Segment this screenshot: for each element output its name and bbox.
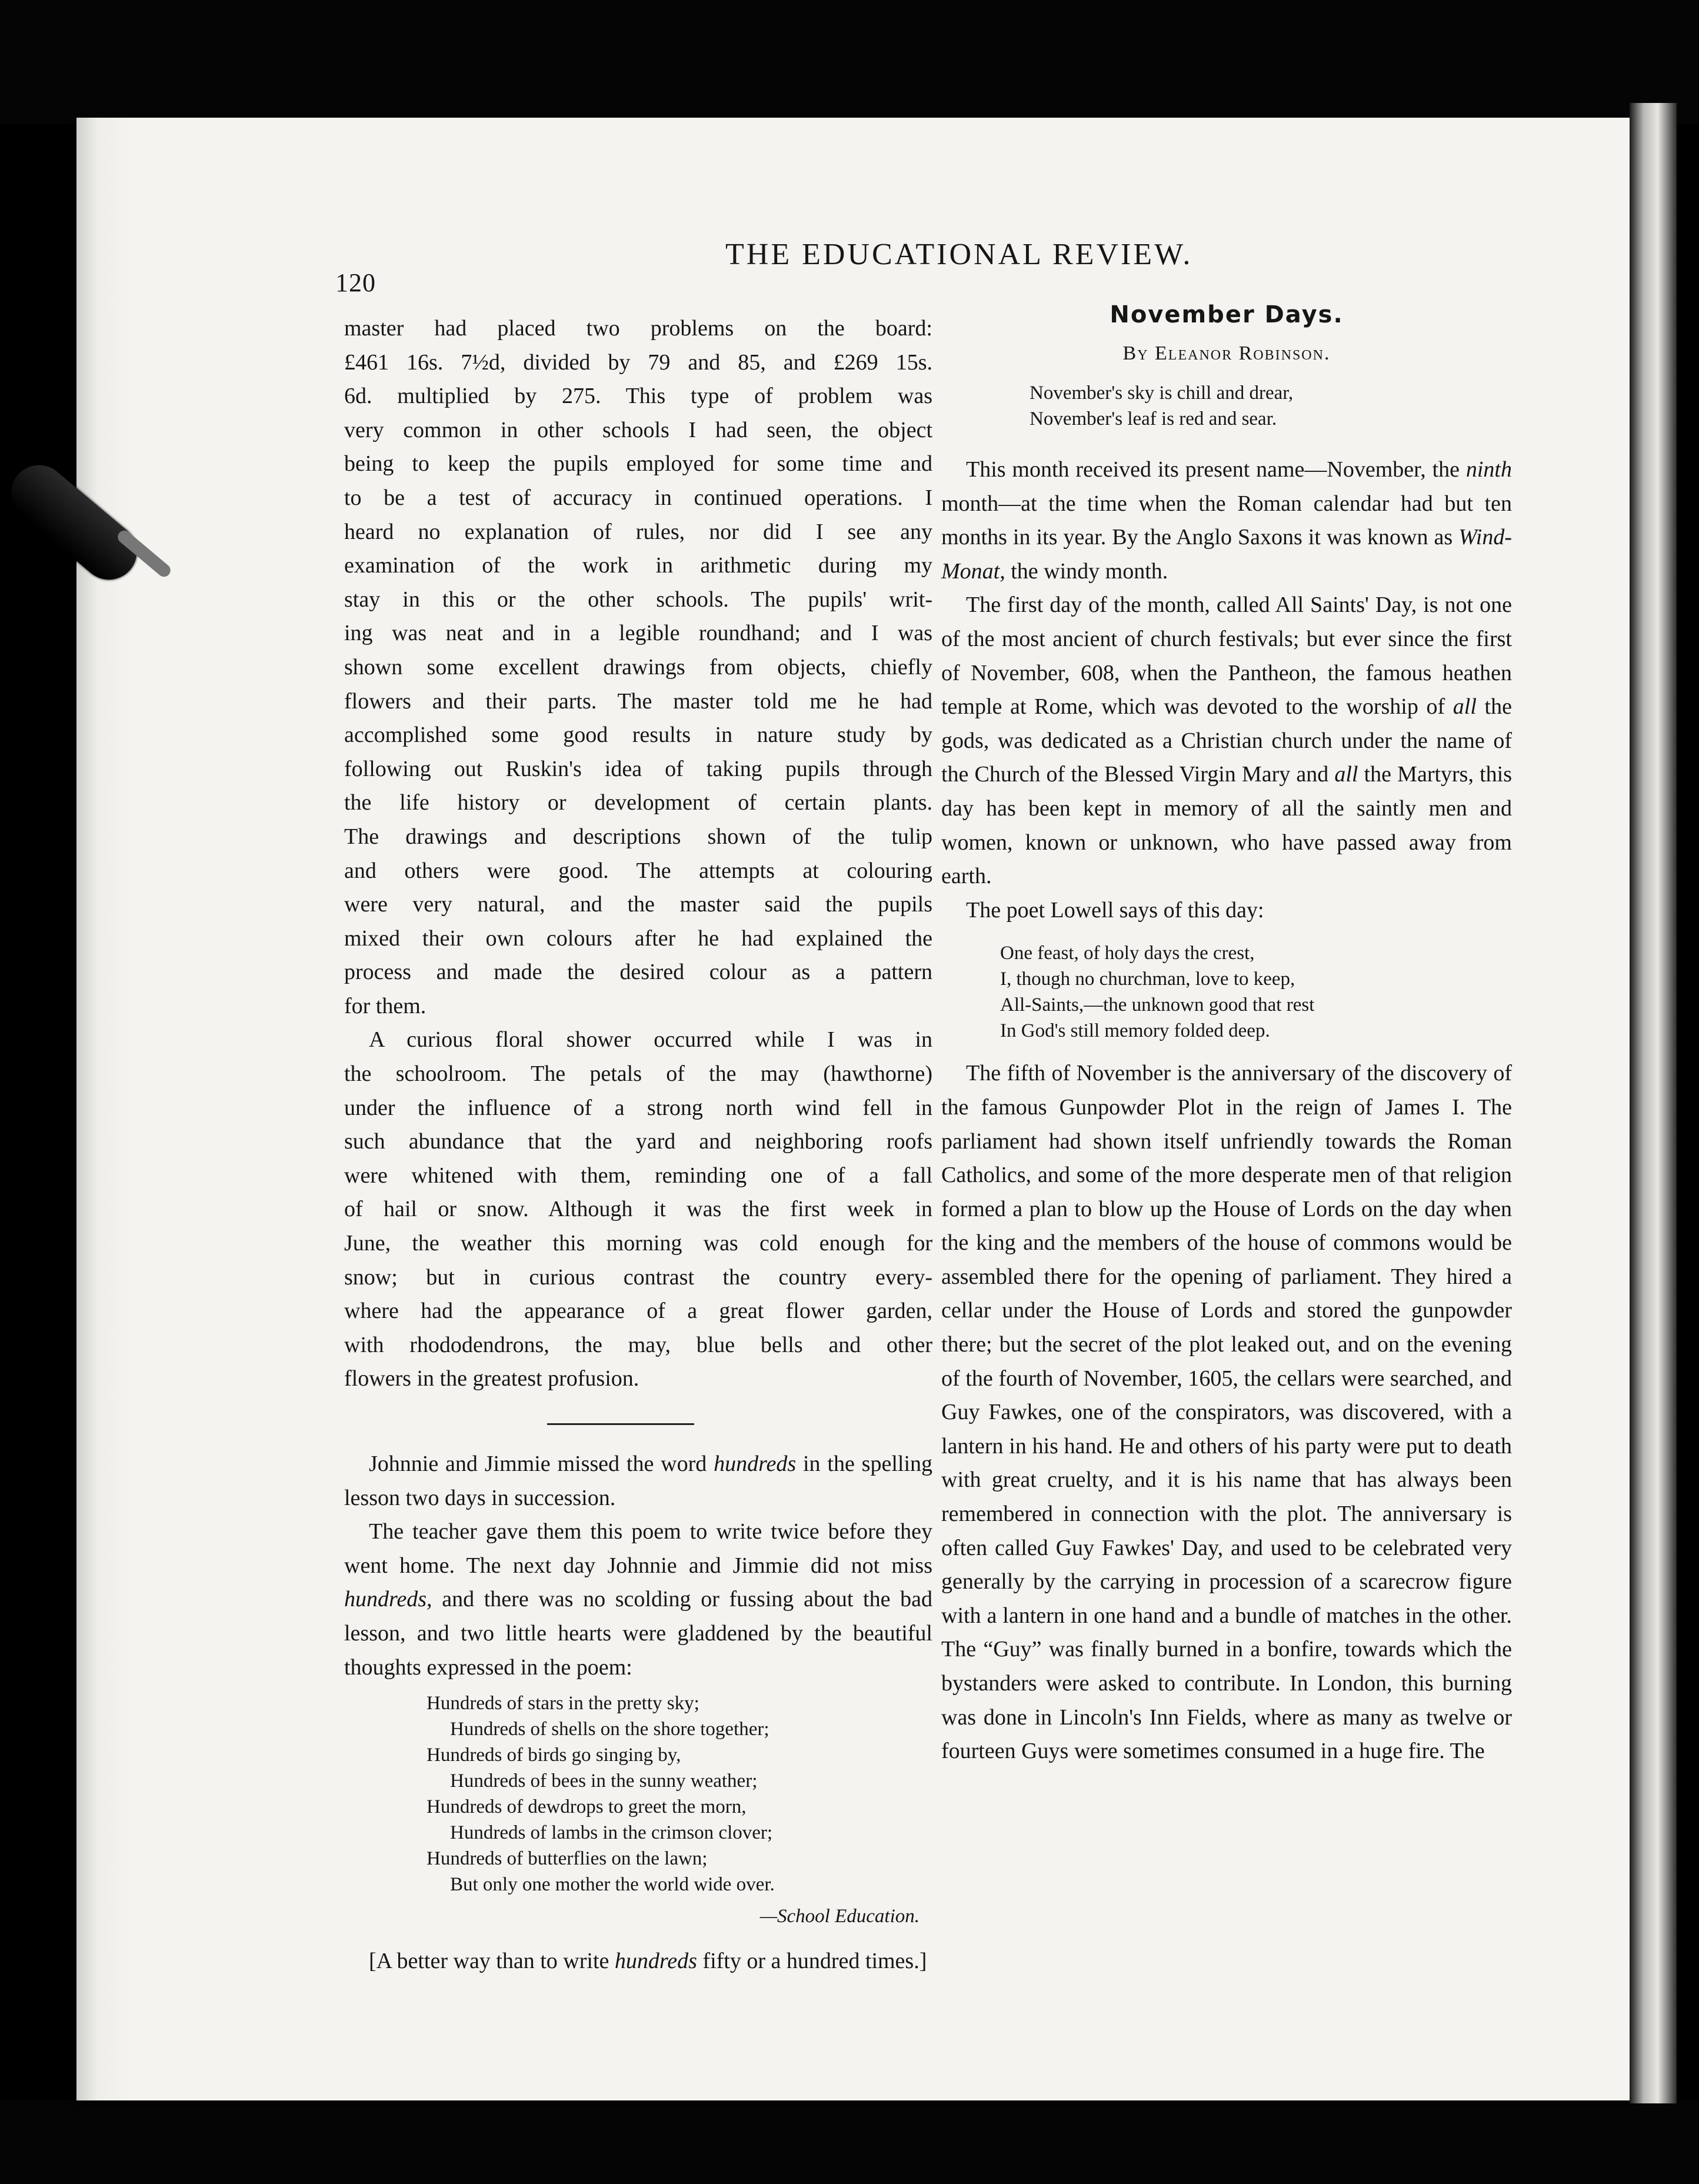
poem-line: Hundreds of dewdrops to greet the morn, [427,1796,747,1818]
left-column [344,312,932,1979]
paragraph-all-saints [941,588,1512,893]
poem-line: Hundreds of lambs in the crimson clover; [450,1822,773,1844]
text-run: and there was no scolding or fussing about the bad lesson, and two little hearts were gladdened by the beautiful thoughts expressed in the poem: [344,1587,932,1680]
text-line: for them. [344,993,427,1018]
paragraph-month-name [941,453,1512,588]
text-run: This month received its present name—November, the [966,457,1466,482]
paragraph-arithmetic [344,312,932,1023]
text-line: following out Ruskin's idea of taking pupils through [344,756,932,781]
text-line: were very natural, and the master said the pupils [344,892,932,917]
right-column [941,294,1512,1769]
running-title: THE EDUCATIONAL REVIEW. [725,238,1193,271]
paragraph-spelling [344,1447,932,1515]
verse-line: One feast, of holy days the crest, [1000,943,1255,964]
text-line: under the influence of a strong north wind fell in [344,1095,932,1120]
poem-hundreds [427,1690,932,1897]
text-line: ing was neat and in a legible roundhand; and I was [344,621,932,646]
poem-line: Hundreds of shells on the shore together; [450,1719,769,1740]
paragraph-gunpowder-plot: The fifth of November is the anniversary of the discovery of the famous Gunpowder Plot in the reign of James I. The parliament had shown itself unfriendly towards the Roman Catholics, and some of the more desperate men of that religion formed a plan to blow up the House of Lords on the day when the king and the members of the house of commons would be assembled there for the opening of parliament. They hired a cellar under the House of Lords and stored the gunpowder there; but the secret of the plot leaked out, and on the evening of the fourth of November, 1605, the cellars were searched, and Guy Fawkes, one of the conspirators, was discovered, with a lantern in his hand. He and others of his party were put to death with great cruelty, and it is his name that has always been remembered in connection with the plot. The anniversary is often called Guy Fawkes' Day, and used to be celebrated very generally by the carrying in procession of a scarecrow figure with a lantern in one hand and a bundle of matches in the other. The “Guy” was finally burned in a bonfire, towards which the bystanders were asked to contribute. In London, this burning was done in Lincoln's Inn Fields, where as many as twelve or fourteen Guys were sometimes consumed in a huge fire. The [941,1061,1512,1764]
emphasis-all: all [1334,762,1358,787]
paragraph-floral-shower [344,1023,932,1396]
editor-note [344,1945,932,1979]
verse-line: I, though no churchman, love to keep, [1000,968,1295,990]
emphasis-ninth: ninth [1465,457,1512,482]
emphasis-hundreds: hundreds [714,1451,797,1476]
text-line: the schoolroom. The petals of the may (hawthorne) [344,1061,932,1087]
text-line: stay in this or the other schools. The pupils' writ- [344,587,932,612]
poem-line: Hundreds of birds go singing by, [427,1744,681,1766]
emphasis-wind-monat: Wind-Monat, [941,525,1512,584]
paragraph-poem-intro [344,1515,932,1684]
emphasis-hundreds: hundreds, [344,1587,432,1612]
text-line: examination of the work in arithmetic during my [344,553,932,578]
text-line: 6d. multiplied by 275. This type of problem was [344,384,932,409]
text-line: with rhododendrons, the may, blue bells and other [344,1332,932,1357]
next-page-edge [1630,103,1677,2103]
text-run: The teacher gave them this poem to write twice before they went home. The next day Johnnie and Jimmie did not miss [344,1519,932,1578]
scan-bottom-border [0,2100,1699,2184]
text-line: mixed their own colours after he had explained the [344,925,932,951]
page-number: 120 [335,268,376,297]
text-line: the life history or development of certain plants. [344,790,932,815]
verse-line: All-Saints,—the unknown good that rest [1000,994,1315,1016]
lowell-verse [1000,940,1512,1044]
text-line: A curious floral shower occurred while I was in [369,1027,932,1053]
text-run: the windy month. [1005,558,1168,584]
poem-line: Hundreds of butterflies on the lawn; [427,1848,708,1870]
poem-attribution: —School Education. [759,1906,920,1927]
scan-top-border [0,0,1699,124]
emphasis-all: all [1453,694,1477,720]
text-line: and others were good. The attempts at colouring [344,858,932,883]
text-line: were whitened with them, reminding one of a fall [344,1163,932,1188]
epigraph [1030,380,1512,432]
text-line: shown some excellent drawings from objects, chiefly [344,654,932,680]
epigraph-line: November's leaf is red and sear. [1030,408,1277,430]
verse-line: In God's still memory folded deep. [1000,1020,1270,1042]
epigraph-line: November's sky is chill and drear, [1030,382,1294,404]
text-run: [A better way than to write [369,1949,615,1974]
text-line: heard no explanation of rules, nor did I see any [344,519,932,544]
text-run: the gods, was dedicated as a Christian church under the name of the Church of the Blessed Virgin Mary and [941,694,1512,787]
text-line: master had placed two problems on the board: [344,316,932,341]
text-run: month—at the time when the Roman calendar had but ten months in its year. By the Anglo Saxons it was known as [941,491,1512,550]
text-line: flowers and their parts. The master told me he had [344,688,932,714]
text-line: such abundance that the yard and neighboring roofs [344,1129,932,1154]
text-line: being to keep the pupils employed for some time and [344,451,932,477]
text-run: The first day of the month, called All Saints' Day, is not one of the most ancient of church festivals; but ever since the first of November, 608, when the Pantheon, the famous heathen temple at Rome, which was devoted to the worship of [941,592,1512,720]
text-run: fifty or a hundred times.] [697,1949,927,1974]
poem-line: Hundreds of stars in the pretty sky; [427,1693,699,1714]
article-title: November Days. [1110,301,1344,328]
page-header [335,232,1365,297]
section-divider [547,1423,694,1425]
emphasis-hundreds: hundreds [614,1949,697,1974]
text-line: The drawings and descriptions shown of the tulip [344,824,932,849]
poem-line: But only one mother the world wide over. [450,1874,775,1896]
text-line: process and made the desired colour as a pattern [344,960,932,985]
text-line: flowers in the greatest profusion. [344,1366,639,1391]
text-run: the Martyrs, this day has been kept in memory of all the saintly men and women, known or unknown, who have passed away from earth. [941,762,1513,889]
text-line: £461 16s. 7½d, divided by 79 and 85, and £269 15s. [344,349,932,375]
text-line: very common in other schools I had seen, the object [344,417,932,442]
text-run: in the spelling lesson two days in succession. [344,1451,932,1510]
text-line: accomplished some good results in nature study by [344,723,932,748]
text-line: June, the weather this morning was cold enough for [344,1231,932,1256]
paragraph-lowell-intro: The poet Lowell says of this day: [966,897,1264,923]
text-line: of hail or snow. Although it was the first week in [344,1197,932,1222]
poem-line: Hundreds of bees in the sunny weather; [450,1770,758,1792]
page-stack-edge [76,118,129,2100]
text-line: snow; but in curious contrast the country every- [344,1264,932,1290]
text-line: to be a test of accuracy in continued operations. I [344,485,932,510]
article-byline: By Eleanor Robinson. [1122,342,1331,364]
text-line: where had the appearance of a great flower garden, [344,1299,932,1324]
text-run: Johnnie and Jimmie missed the word [369,1451,714,1476]
